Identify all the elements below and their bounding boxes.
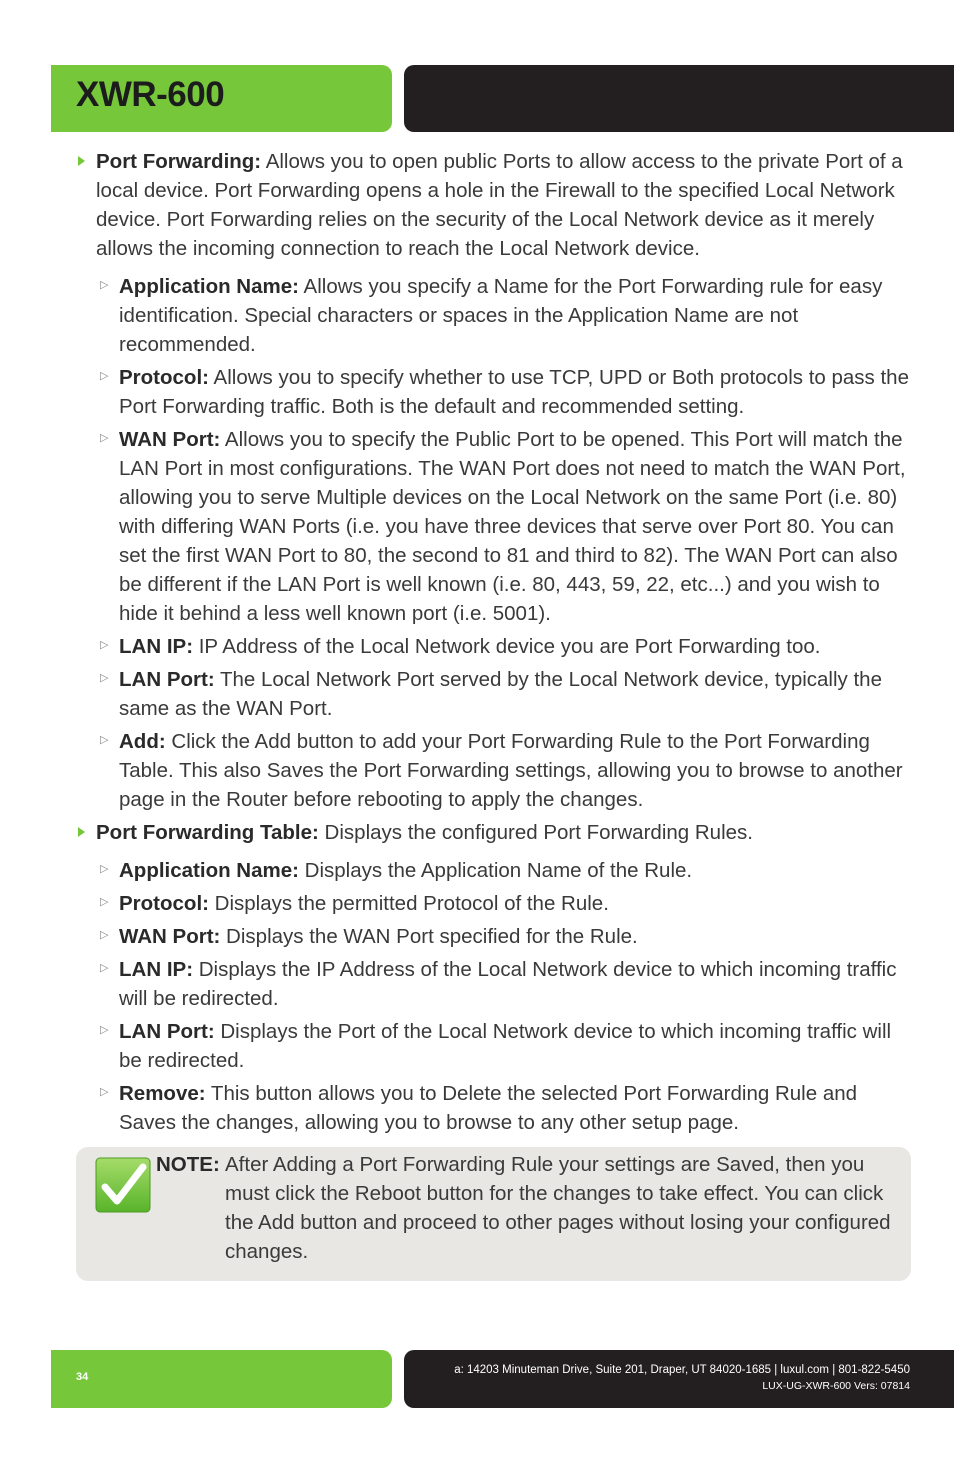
section-label: Port Forwarding: <box>96 150 262 173</box>
item-text: Displays the WAN Port specified for the Rule. <box>220 925 638 948</box>
sub-bullet-icon: ▷ <box>100 962 109 974</box>
section-text: Allows you to open public Ports to allow access to the private Port of a local device. Port Forwarding opens a hole in the Firewall to the specified Local Network device. Port Forwarding relies on the security of the Local Network device as it merely allows the incoming connection to reach the Local Network device. <box>96 150 903 260</box>
bullet-arrow-icon <box>78 827 85 837</box>
sub-bullet-icon: ▷ <box>100 672 109 684</box>
section-label: Port Forwarding Table: <box>96 821 319 844</box>
list-item <box>76 425 914 628</box>
section-port-forwarding-table <box>76 818 914 847</box>
sub-bullet-icon: ▷ <box>100 432 109 444</box>
item-label: Protocol: <box>119 366 209 389</box>
bullet-arrow-icon <box>78 156 85 166</box>
item-text: Allows you to specify the Public Port to be opened. This Port will match the LAN Port in most configurations. The WAN Port does not need to match the WAN Port, allowing you to serve Multiple devices on the Local Network on the same Port (i.e. 80) with differing WAN Ports (i.e. you have three devices that serve over Port 80. You can set the first WAN Port to 80, the second to 81 and third to 82). The WAN Port can also be different if the LAN Port is well known (i.e. 80, 443, 59, 22, etc...) and you wish to hide it behind a less well known port (i.e. 5001). <box>119 428 906 625</box>
item-text: Displays the permitted Protocol of the Rule. <box>208 892 609 915</box>
list-item <box>76 1079 914 1137</box>
item-text: This button allows you to Delete the selected Port Forwarding Rule and Saves the changes, allowing you to browse to any other setup page. <box>119 1082 858 1134</box>
item-label: LAN Port: <box>119 1020 215 1043</box>
list-item <box>76 272 914 359</box>
item-text: Displays the Port of the Local Network device to which incoming traffic will be redirected. <box>119 1020 892 1072</box>
footer-dark-bar <box>404 1350 954 1408</box>
note-label: NOTE: <box>156 1153 220 1176</box>
section-port-forwarding <box>76 147 914 263</box>
footer-green-bar <box>51 1350 392 1408</box>
item-text: Click the Add button to add your Port Forwarding Rule to the Port Forwarding Table. This also Saves the Port Forwarding settings, allowing you to browse to another page in the Router before rebooting to apply the changes. <box>119 730 903 811</box>
sub-bullet-icon: ▷ <box>100 929 109 941</box>
item-label: Add: <box>119 730 166 753</box>
item-text: Allows you specify a Name for the Port Forwarding rule for easy identification. Special characters or spaces in the Application Name are not recommended. <box>119 275 883 356</box>
item-label: LAN IP: <box>119 958 194 981</box>
list-item <box>76 922 914 951</box>
sub-bullet-icon: ▷ <box>100 279 109 291</box>
sub-bullet-icon: ▷ <box>100 863 109 875</box>
item-label: WAN Port: <box>119 428 221 451</box>
document-body <box>76 147 914 1141</box>
item-label: Application Name: <box>119 275 299 298</box>
sub-bullet-icon: ▷ <box>100 1086 109 1098</box>
list-item <box>76 889 914 918</box>
header-dark-bar <box>404 65 954 132</box>
footer-address: a: 14203 Minuteman Drive, Suite 201, Draper, UT 84020-1685 | luxul.com | 801-822-5450 <box>454 1364 910 1376</box>
item-label: LAN Port: <box>119 668 215 691</box>
list-item <box>76 955 914 1013</box>
item-text: The Local Network Port served by the Local Network device, typically the same as the WAN Port. <box>119 668 882 720</box>
note-text: After Adding a Port Forwarding Rule your settings are Saved, then you must click the Reboot button for the changes to take effect. You can click the Add button and proceed to other pages without losing your configured changes. <box>225 1153 891 1263</box>
item-text: Allows you to specify whether to use TCP, UPD or Both protocols to pass the Port Forwarding traffic. Both is the default and recommended setting. <box>119 366 909 418</box>
list-item <box>76 856 914 885</box>
item-text: Displays the Application Name of the Rule. <box>298 859 693 882</box>
item-label: Protocol: <box>119 892 209 915</box>
page-number: 34 <box>76 1371 89 1383</box>
sub-bullet-icon: ▷ <box>100 896 109 908</box>
list-item <box>76 363 914 421</box>
item-text: Displays the IP Address of the Local Network device to which incoming traffic will be redirected. <box>119 958 897 1010</box>
footer-doc-version: LUX-UG-XWR-600 Vers: 07814 <box>762 1380 910 1392</box>
sub-bullet-icon: ▷ <box>100 639 109 651</box>
list-item <box>76 665 914 723</box>
page-title: XWR-600 <box>76 75 225 114</box>
header-green-bar <box>51 65 392 132</box>
sub-bullet-icon: ▷ <box>100 370 109 382</box>
list-item <box>76 632 914 661</box>
sub-bullet-icon: ▷ <box>100 1024 109 1036</box>
item-label: LAN IP: <box>119 635 194 658</box>
item-text: IP Address of the Local Network device you are Port Forwarding too. <box>193 635 821 658</box>
check-icon <box>95 1157 151 1213</box>
sub-bullet-icon: ▷ <box>100 734 109 746</box>
note-box <box>76 1147 911 1281</box>
item-label: Remove: <box>119 1082 206 1105</box>
item-label: Application Name: <box>119 859 299 882</box>
item-label: WAN Port: <box>119 925 221 948</box>
list-item <box>76 1017 914 1075</box>
list-item <box>76 727 914 814</box>
section-text: Displays the configured Port Forwarding Rules. <box>318 821 753 844</box>
